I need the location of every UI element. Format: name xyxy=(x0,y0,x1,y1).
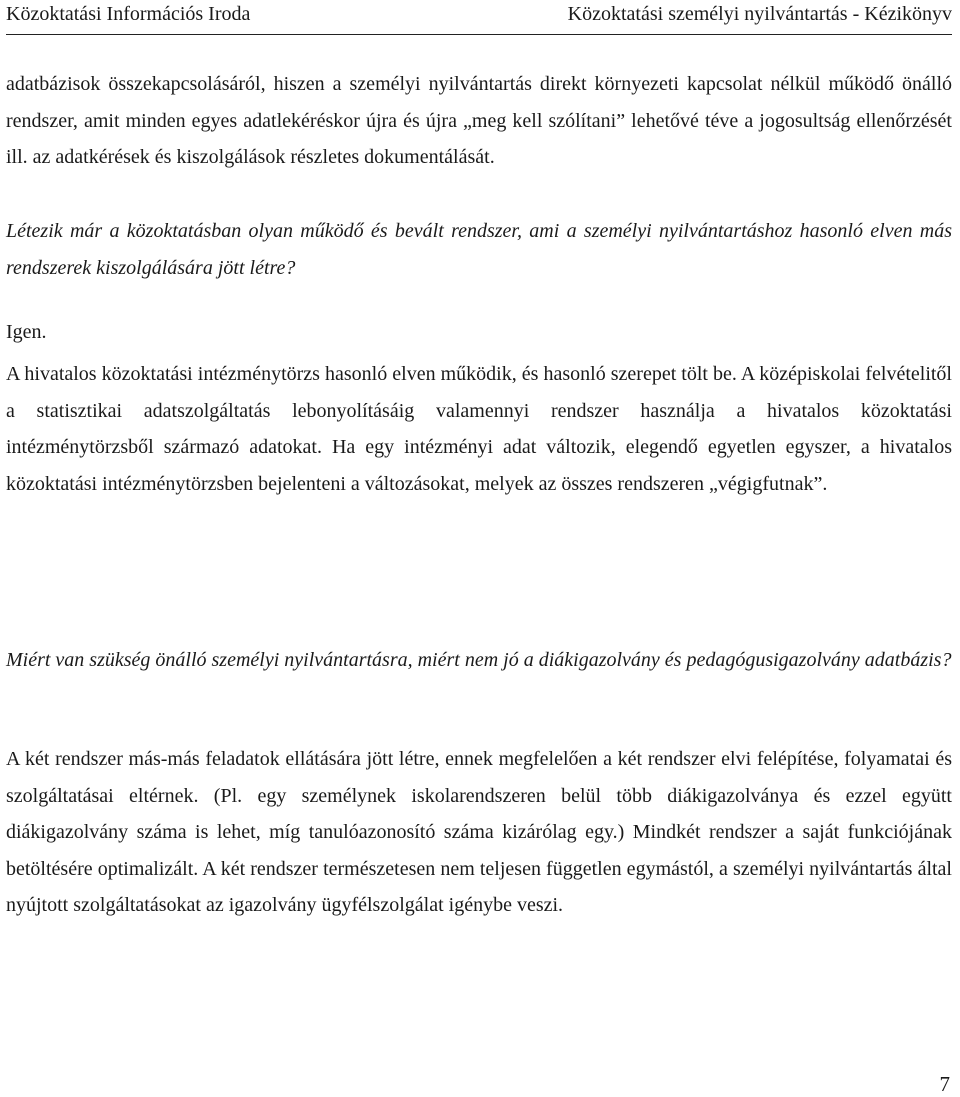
question-existing-system: Létezik már a közoktatásban olyan működő és bevált rendszer, ami a személyi nyilvántartáshoz hasonló elven más rendszerek kiszolgálására jött létre? xyxy=(6,220,952,279)
body-paragraph-continuation: adatbázisok összekapcsolásáról, hiszen a személyi nyilvántartás direkt környezeti kapcsolat nélkül működő önálló rendszer, amit minden egyes adatlekéréskor újra és újra „meg kell szólítani” lehetővé téve a jogosultság ellenőrzését ill. az adatkérések és kiszolgálások részletes dokumentálását. xyxy=(6,73,952,168)
header-document-title: Közoktatási személyi nyilvántartás - Kézikönyv xyxy=(567,3,952,25)
page-header xyxy=(6,0,952,35)
answer-institution-registry: A hivatalos közoktatási intézménytörzs hasonló elven működik, és hasonló szerepet tölt be. A középiskolai felvételitől a statisztikai adatszolgáltatás lebonyolításáig valamennyi rendszer használja a hivatalos közoktatási intézménytörzsből származó adatokat. Ha egy intézményi adat változik, elegendő egyetlen egyszer, a hivatalos közoktatási intézménytörzsben bejelenteni a változásokat, melyek az összes rendszeren „végigfutnak”. xyxy=(6,363,952,495)
page-number: 7 xyxy=(939,1072,950,1096)
answer-two-systems: A két rendszer más-más feladatok ellátására jött létre, ennek megfelelően a két rendszer elvi felépítése, folyamatai és szolgáltatásai eltérnek. (Pl. egy személynek iskolarendszeren belül több diákigazolványa és ezzel együtt diákigazolvány száma is lehet, míg tanulóazonosító száma kizárólag egy.) Mindkét rendszer a saját funkciójának betöltésére optimalizált. A két rendszer természetesen nem teljesen független egymástól, a személyi nyilvántartás által nyújtott szolgáltatásokat az igazolvány ügyfélszolgálat igénybe veszi. xyxy=(6,748,952,916)
answer-short: Igen. xyxy=(6,321,47,343)
header-organization: Közoktatási Információs Iroda xyxy=(6,3,251,25)
question-why-separate-registry: Miért van szükség önálló személyi nyilvántartásra, miért nem jó a diákigazolvány és pedagógusigazolvány adatbázis? xyxy=(6,649,952,671)
